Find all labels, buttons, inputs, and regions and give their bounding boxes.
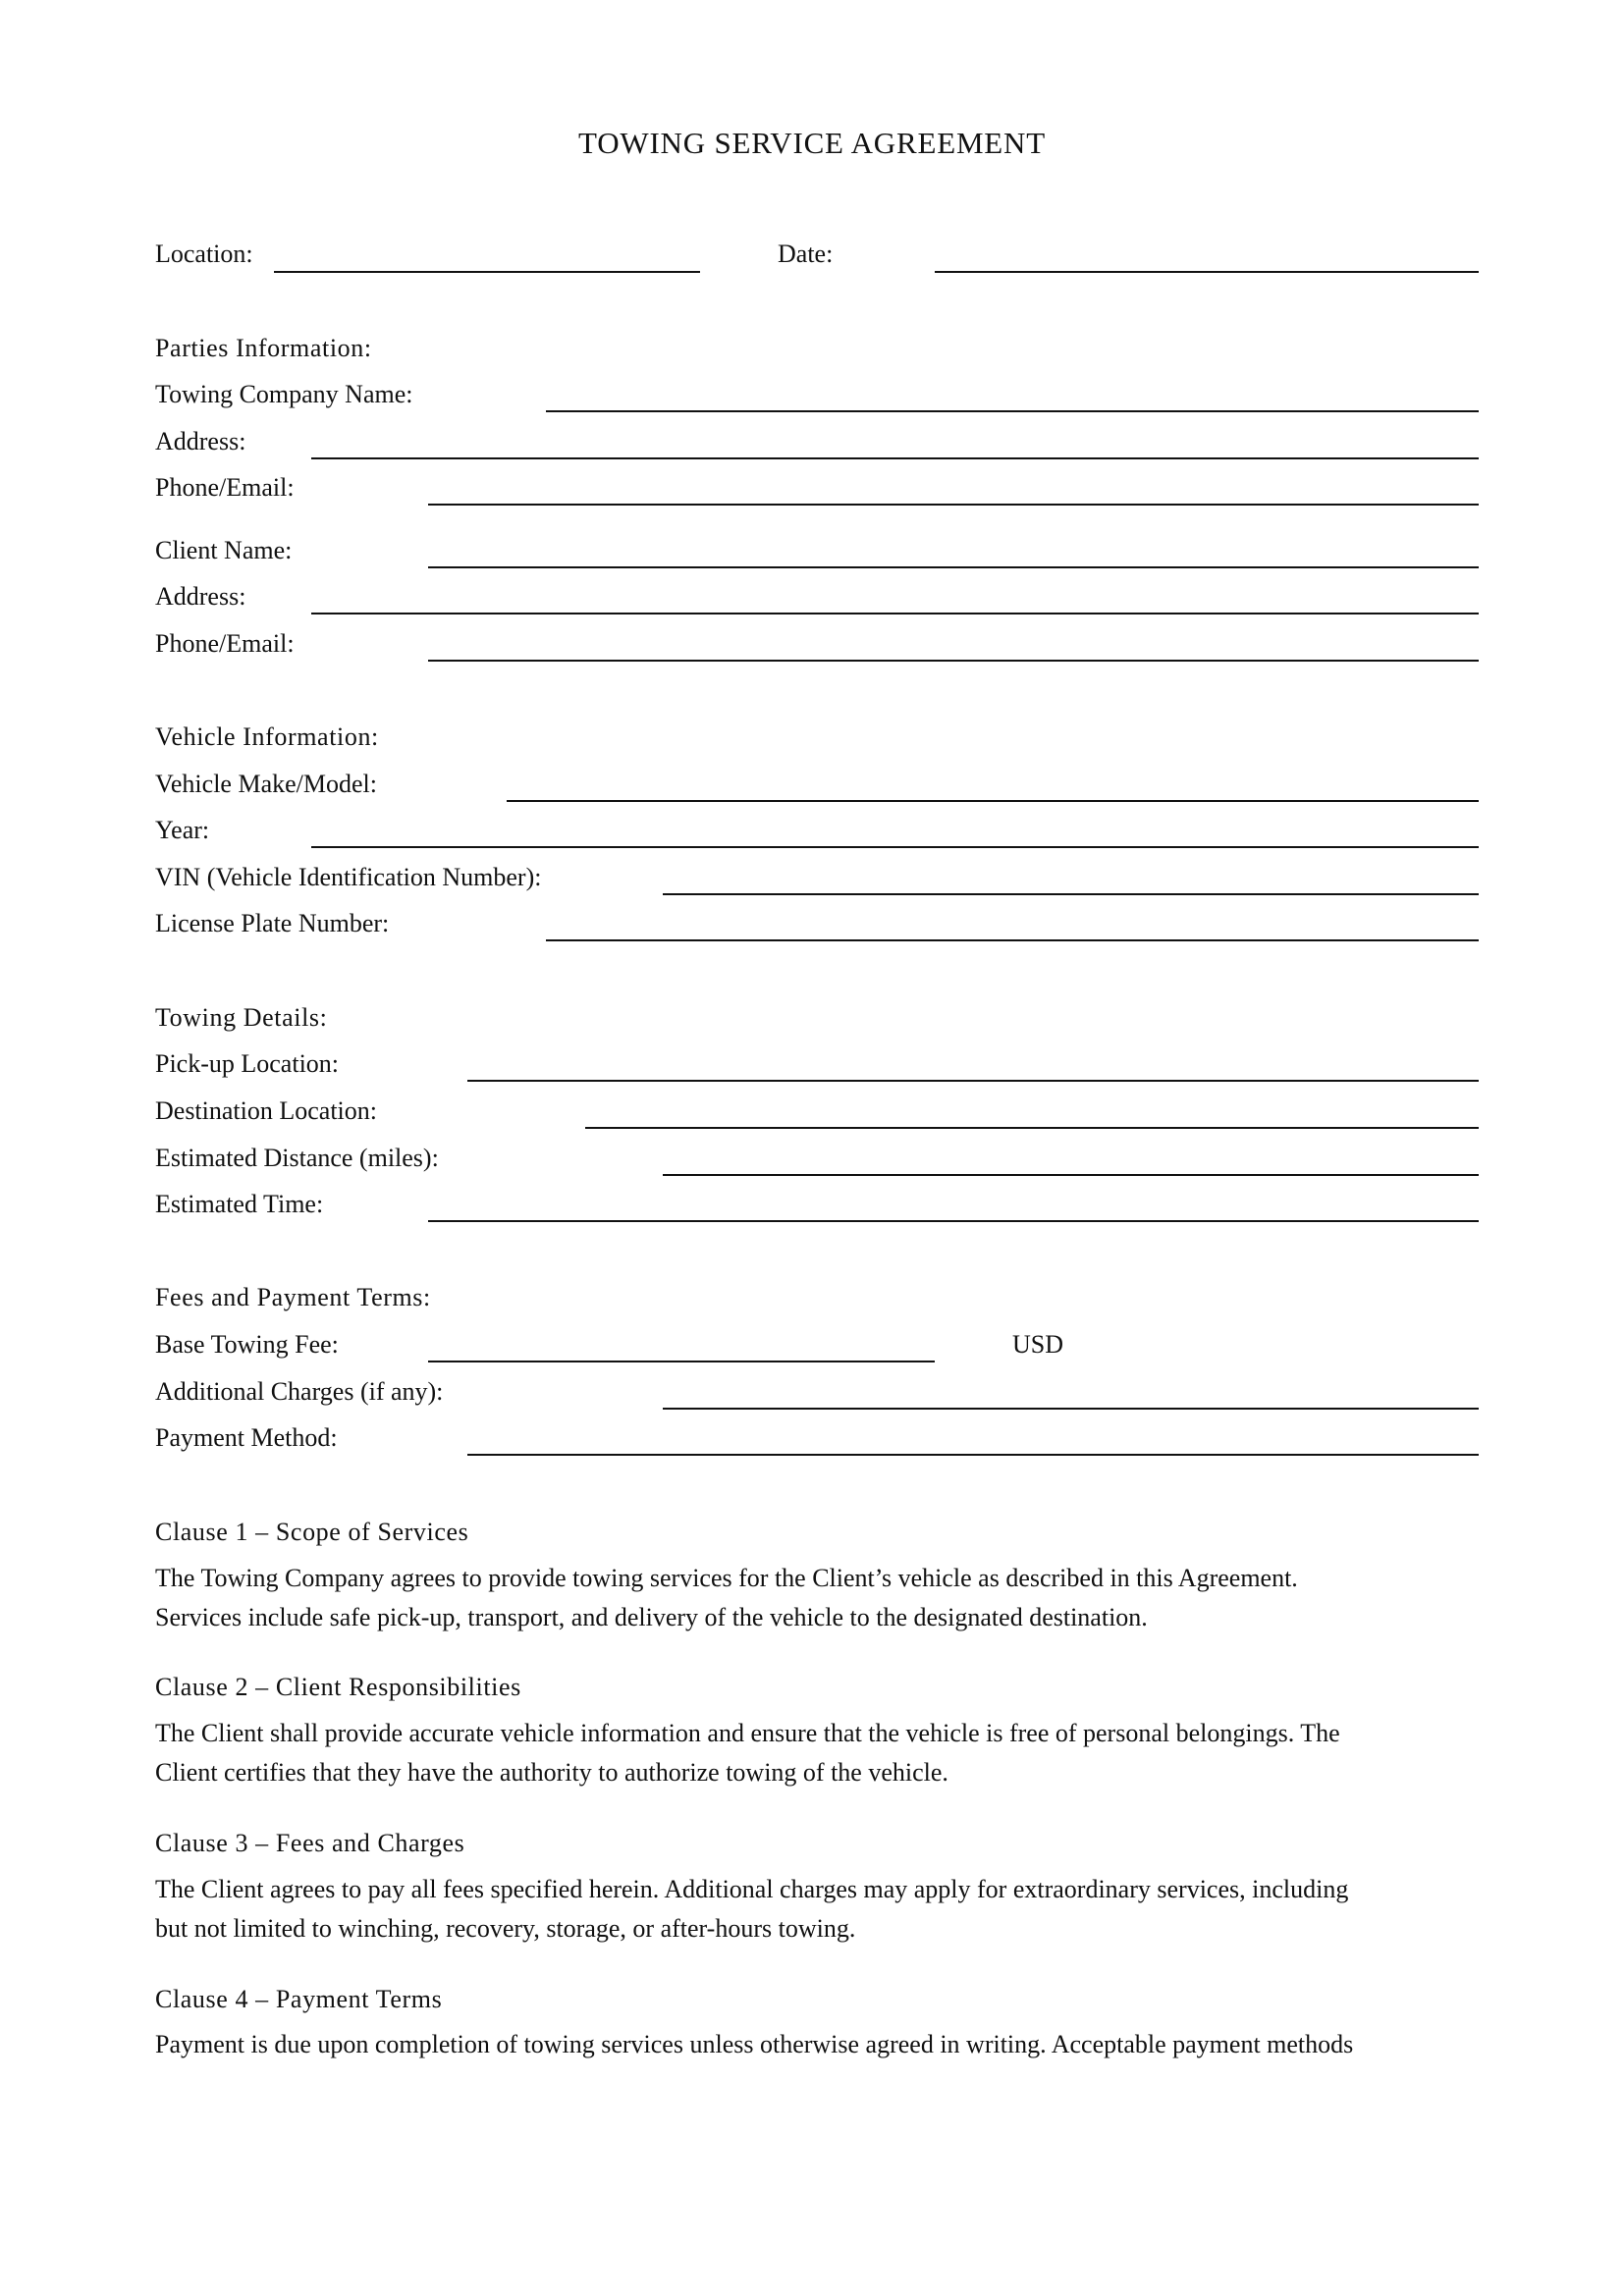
date-field[interactable]	[935, 271, 1479, 273]
license-plate-field[interactable]	[546, 939, 1479, 941]
currency-label: USD	[1012, 1330, 1064, 1359]
clause-4-heading: Clause 4 – Payment Terms	[155, 1985, 443, 2013]
estimated-distance-field[interactable]	[663, 1174, 1479, 1176]
towing-company-name-label: Towing Company Name:	[155, 380, 413, 408]
clause-3-line-1: The Client agrees to pay all fees specified herein. Additional charges may apply for extraordinary services, including	[155, 1875, 1349, 1903]
towing-company-name-field[interactable]	[546, 410, 1479, 412]
payment-method-label: Payment Method:	[155, 1423, 338, 1452]
vehicle-year-field[interactable]	[311, 846, 1479, 848]
clause-3-text	[155, 1870, 1471, 1949]
vehicle-year-label: Year:	[155, 816, 210, 844]
clause-2-line-2: Client certifies that they have the authority to authorize towing of the vehicle.	[155, 1758, 948, 1787]
vehicle-heading: Vehicle Information:	[155, 722, 379, 751]
estimated-distance-label: Estimated Distance (miles):	[155, 1144, 439, 1172]
destination-location-label: Destination Location:	[155, 1096, 378, 1125]
parties-heading: Parties Information:	[155, 334, 372, 362]
additional-charges-field[interactable]	[663, 1408, 1479, 1410]
additional-charges-label: Additional Charges (if any):	[155, 1377, 444, 1406]
date-label: Date:	[778, 240, 834, 268]
company-phone-email-label: Phone/Email:	[155, 473, 295, 502]
estimated-time-field[interactable]	[428, 1220, 1479, 1222]
clause-2-heading: Clause 2 – Client Responsibilities	[155, 1673, 521, 1701]
clause-3-heading: Clause 3 – Fees and Charges	[155, 1829, 465, 1857]
document-title: TOWING SERVICE AGREEMENT	[578, 126, 1046, 160]
client-name-field[interactable]	[428, 566, 1479, 568]
towing-heading: Towing Details:	[155, 1003, 328, 1032]
clause-4-text	[155, 2025, 1471, 2064]
client-address-label: Address:	[155, 582, 246, 611]
client-phone-email-field[interactable]	[428, 660, 1479, 662]
pickup-location-field[interactable]	[467, 1080, 1479, 1082]
vehicle-make-model-field[interactable]	[507, 800, 1479, 802]
clause-1-line-2: Services include safe pick-up, transport, and delivery of the vehicle to the designated destination.	[155, 1603, 1148, 1631]
fees-heading: Fees and Payment Terms:	[155, 1283, 431, 1311]
vin-field[interactable]	[663, 893, 1479, 895]
clause-2-line-1: The Client shall provide accurate vehicle information and ensure that the vehicle is free of personal belongings. The	[155, 1719, 1340, 1747]
clause-3-line-2: but not limited to winching, recovery, storage, or after-hours towing.	[155, 1914, 856, 1943]
location-field[interactable]	[274, 271, 700, 273]
location-label: Location:	[155, 240, 253, 268]
base-towing-fee-label: Base Towing Fee:	[155, 1330, 339, 1359]
base-towing-fee-field[interactable]	[428, 1361, 935, 1362]
clause-1-heading: Clause 1 – Scope of Services	[155, 1518, 469, 1546]
client-address-field[interactable]	[311, 613, 1479, 614]
clause-1-text	[155, 1559, 1471, 1637]
company-address-field[interactable]	[311, 457, 1479, 459]
destination-location-field[interactable]	[585, 1127, 1479, 1129]
vin-label: VIN (Vehicle Identification Number):	[155, 863, 542, 891]
vehicle-make-model-label: Vehicle Make/Model:	[155, 770, 377, 798]
license-plate-label: License Plate Number:	[155, 909, 390, 937]
clause-4-line-1: Payment is due upon completion of towing services unless otherwise agreed in writing. Acceptable payment methods	[155, 2030, 1354, 2058]
payment-method-field[interactable]	[467, 1454, 1479, 1456]
company-phone-email-field[interactable]	[428, 504, 1479, 506]
client-name-label: Client Name:	[155, 536, 293, 564]
clause-2-text	[155, 1714, 1471, 1792]
client-phone-email-label: Phone/Email:	[155, 629, 295, 658]
clause-1-line-1: The Towing Company agrees to provide towing services for the Client’s vehicle as described in this Agreement.	[155, 1564, 1298, 1592]
estimated-time-label: Estimated Time:	[155, 1190, 324, 1218]
company-address-label: Address:	[155, 427, 246, 455]
pickup-location-label: Pick-up Location:	[155, 1049, 340, 1078]
